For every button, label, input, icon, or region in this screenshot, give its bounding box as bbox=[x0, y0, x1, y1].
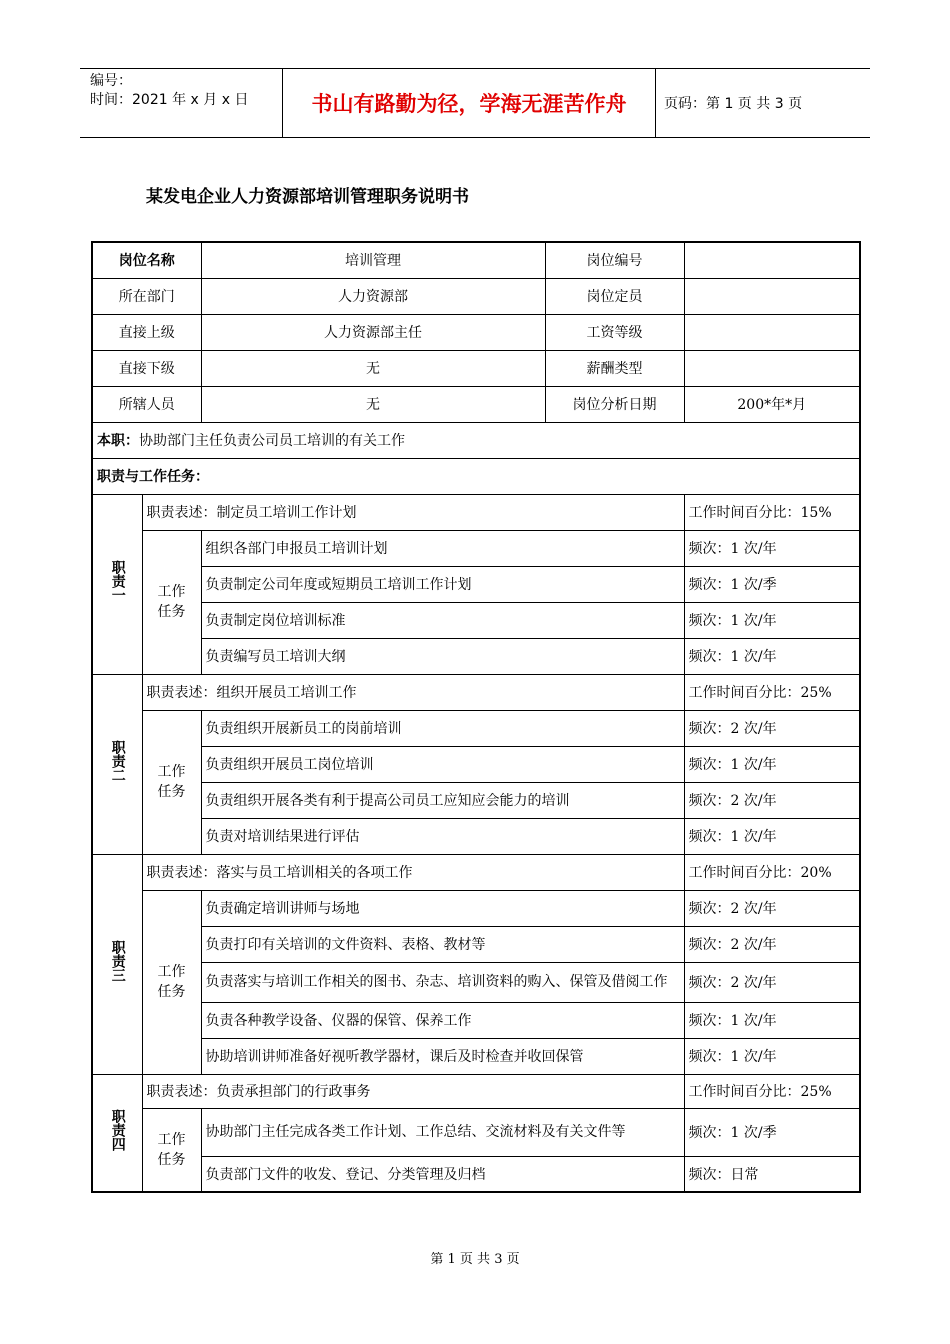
task-row bbox=[92, 1108, 860, 1156]
task-row bbox=[92, 638, 860, 674]
info-row bbox=[92, 386, 860, 422]
task-row bbox=[92, 1002, 860, 1038]
duty-statement-row bbox=[92, 674, 860, 710]
duty-label bbox=[92, 1074, 142, 1192]
task-text: 负责部门文件的收发、登记、分类管理及归档 bbox=[201, 1156, 684, 1192]
task-text: 组织各部门申报员工培训计划 bbox=[201, 530, 684, 566]
task-frequency: 频次：1 次/年 bbox=[684, 818, 860, 854]
task-text: 负责打印有关培训的文件资料、表格、教材等 bbox=[201, 926, 684, 962]
info-key: 工资等级 bbox=[545, 314, 684, 350]
task-frequency: 频次：1 次/年 bbox=[684, 530, 860, 566]
core-duty-text: 协助部门主任负责公司员工培训的有关工作 bbox=[139, 433, 405, 449]
duty-percent: 工作时间百分比：25% bbox=[684, 674, 860, 710]
info-row bbox=[92, 242, 860, 278]
work-task-text: 工作任务 bbox=[157, 764, 186, 800]
info-key: 岗位分析日期 bbox=[545, 386, 684, 422]
work-task-label bbox=[142, 890, 201, 1074]
info-key: 薪酬类型 bbox=[545, 350, 684, 386]
header-motto: 书山有路勤为径，学海无涯苦作舟 bbox=[282, 69, 656, 137]
task-row bbox=[92, 710, 860, 746]
task-frequency: 频次：1 次/年 bbox=[684, 1038, 860, 1074]
task-text: 负责确定培训讲师与场地 bbox=[201, 890, 684, 926]
task-row bbox=[92, 1038, 860, 1074]
work-task-label bbox=[142, 710, 201, 854]
task-row bbox=[92, 818, 860, 854]
work-task-text: 工作任务 bbox=[157, 964, 186, 1000]
info-value: 200*年*月 bbox=[684, 386, 860, 422]
core-duty bbox=[92, 422, 860, 458]
task-frequency: 频次：2 次/年 bbox=[684, 926, 860, 962]
doc-number-label: 编号： bbox=[90, 73, 132, 89]
duty-statement: 职责表述：组织开展员工培训工作 bbox=[142, 674, 684, 710]
task-text: 负责组织开展新员工的岗前培训 bbox=[201, 710, 684, 746]
duty-statement-row bbox=[92, 854, 860, 890]
job-description-table bbox=[91, 241, 861, 1193]
info-key: 所在部门 bbox=[92, 278, 201, 314]
duty-percent: 工作时间百分比：25% bbox=[684, 1074, 860, 1108]
info-value: 无 bbox=[201, 386, 545, 422]
task-text: 负责制定岗位培训标准 bbox=[201, 602, 684, 638]
work-task-label bbox=[142, 530, 201, 674]
header-left bbox=[80, 69, 282, 137]
info-key: 直接上级 bbox=[92, 314, 201, 350]
duty-label bbox=[92, 854, 142, 1074]
info-value: 人力资源部主任 bbox=[201, 314, 545, 350]
task-frequency: 频次：2 次/年 bbox=[684, 890, 860, 926]
info-value: 人力资源部 bbox=[201, 278, 545, 314]
task-row bbox=[92, 1156, 860, 1192]
task-frequency: 频次：1 次/年 bbox=[684, 1002, 860, 1038]
info-key: 所辖人员 bbox=[92, 386, 201, 422]
info-row bbox=[92, 314, 860, 350]
duty-label bbox=[92, 674, 142, 854]
info-key: 岗位编号 bbox=[545, 242, 684, 278]
task-frequency: 频次：1 次/季 bbox=[684, 1108, 860, 1156]
task-row bbox=[92, 782, 860, 818]
document-title: 某发电企业人力资源部培训管理职务说明书 bbox=[146, 187, 469, 207]
duty-label bbox=[92, 494, 142, 674]
header-page-number: 页码：第 1 页 共 3 页 bbox=[664, 96, 803, 112]
info-value bbox=[684, 314, 860, 350]
task-frequency: 频次：1 次/季 bbox=[684, 566, 860, 602]
work-task-text: 工作任务 bbox=[157, 1131, 186, 1168]
task-text: 协助部门主任完成各类工作计划、工作总结、交流材料及有关文件等 bbox=[201, 1108, 684, 1156]
task-frequency: 频次：2 次/年 bbox=[684, 710, 860, 746]
task-frequency: 频次：1 次/年 bbox=[684, 638, 860, 674]
info-key: 直接下级 bbox=[92, 350, 201, 386]
info-key: 岗位名称 bbox=[92, 242, 201, 278]
duty-statement-row bbox=[92, 1074, 860, 1108]
duty-statement: 职责表述：制定员工培训工作计划 bbox=[142, 494, 684, 530]
info-value: 无 bbox=[201, 350, 545, 386]
info-row bbox=[92, 350, 860, 386]
duty-percent: 工作时间百分比：15% bbox=[684, 494, 860, 530]
task-text: 协助培训讲师准备好视听教学器材，课后及时检查并收回保管 bbox=[201, 1038, 684, 1074]
page-footer: 第 1 页 共 3 页 bbox=[430, 1252, 520, 1267]
info-value: 培训管理 bbox=[201, 242, 545, 278]
task-frequency: 频次：1 次/年 bbox=[684, 602, 860, 638]
task-text: 负责对培训结果进行评估 bbox=[201, 818, 684, 854]
duty-name: 职责二 bbox=[109, 740, 126, 782]
duty-statement: 职责表述：负责承担部门的行政事务 bbox=[142, 1074, 684, 1108]
info-key: 岗位定员 bbox=[545, 278, 684, 314]
info-value bbox=[684, 242, 860, 278]
work-task-label bbox=[142, 1108, 201, 1192]
duty-name: 职责三 bbox=[109, 940, 126, 982]
task-row bbox=[92, 530, 860, 566]
duty-statement: 职责表述：落实与员工培训相关的各项工作 bbox=[142, 854, 684, 890]
work-task-text: 工作任务 bbox=[157, 584, 186, 620]
task-row bbox=[92, 890, 860, 926]
core-duty-label: 本职： bbox=[97, 433, 139, 449]
core-duty-row bbox=[92, 422, 860, 458]
task-text: 负责组织开展各类有利于提高公司员工应知应会能力的培训 bbox=[201, 782, 684, 818]
task-text: 负责编写员工培训大纲 bbox=[201, 638, 684, 674]
task-text: 负责落实与培训工作相关的图书、杂志、培训资料的购入、保管及借阅工作 bbox=[201, 962, 684, 1002]
task-frequency: 频次：1 次/年 bbox=[684, 746, 860, 782]
info-value bbox=[684, 278, 860, 314]
task-row bbox=[92, 602, 860, 638]
task-row bbox=[92, 746, 860, 782]
info-value bbox=[684, 350, 860, 386]
duty-name: 职责一 bbox=[109, 560, 126, 602]
task-row bbox=[92, 926, 860, 962]
task-text: 负责组织开展员工岗位培训 bbox=[201, 746, 684, 782]
task-text: 负责制定公司年度或短期员工培训工作计划 bbox=[201, 566, 684, 602]
task-frequency: 频次：日常 bbox=[684, 1156, 860, 1192]
duty-name: 职责四 bbox=[109, 1108, 126, 1151]
duty-statement-row bbox=[92, 494, 860, 530]
task-frequency: 频次：2 次/年 bbox=[684, 962, 860, 1002]
task-row bbox=[92, 566, 860, 602]
task-row bbox=[92, 962, 860, 1002]
task-text: 负责各种教学设备、仪器的保管、保养工作 bbox=[201, 1002, 684, 1038]
duties-header: 职责与工作任务： bbox=[92, 458, 860, 494]
doc-date-label: 时间：2021 年 x 月 x 日 bbox=[90, 92, 249, 108]
duties-header-row bbox=[92, 458, 860, 494]
page-header bbox=[80, 68, 870, 138]
task-frequency: 频次：2 次/年 bbox=[684, 782, 860, 818]
duty-percent: 工作时间百分比：20% bbox=[684, 854, 860, 890]
info-row bbox=[92, 278, 860, 314]
